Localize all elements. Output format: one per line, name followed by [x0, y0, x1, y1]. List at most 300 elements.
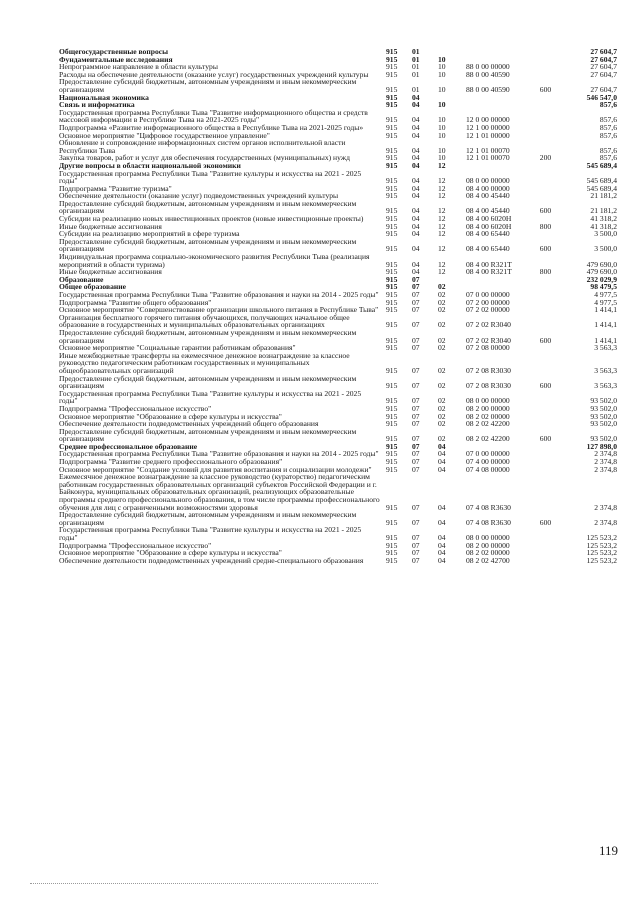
row-expense-type-code	[533, 94, 558, 102]
row-name: Основное мероприятие "Совершенствование организации школьного питания в Республике Тыва"	[59, 305, 379, 315]
row-amount: 1 414,1	[594, 305, 617, 315]
row-target-article-code: 08 4 00 R321Т	[466, 267, 512, 277]
row-name: Подпрограмма "Профессиональное искусство"	[59, 540, 212, 550]
row-ministry-code: 915	[386, 84, 398, 94]
row-subsection-code: 12	[438, 160, 446, 170]
row-subsection-code: 02	[438, 403, 446, 413]
row-target-article-code: 88 0 00 40590	[466, 69, 510, 79]
row-target-article-code: 08 4 00 6020Н	[466, 221, 512, 231]
row-section-code: 07	[412, 540, 420, 550]
row-target-article-code: 12 1 01 00070	[466, 153, 510, 163]
row-name: Основное мероприятие "Социальные гарантии работникам образования"	[59, 343, 296, 353]
row-ministry-code: 915	[386, 191, 398, 201]
row-amount: 545 689,4	[586, 176, 617, 186]
row-expense-type-code	[533, 170, 558, 185]
row-expense-type-code	[533, 253, 558, 268]
row-name: Связь и информатика	[59, 100, 135, 110]
row-subsection-code: 12	[438, 229, 446, 239]
table-row	[58, 473, 618, 511]
row-amount: 27 604,7	[590, 84, 617, 94]
row-target-article-code: 08 0 00 00000	[466, 533, 510, 542]
row-ministry-code: 915	[386, 449, 398, 459]
row-amount: 93 502,0	[590, 411, 617, 421]
row-section-code: 01	[412, 62, 420, 72]
row-expense-type-code: 600	[539, 381, 552, 391]
row-section-code: 04	[412, 130, 420, 140]
row-target-article-code: 88 0 00 40590	[466, 84, 510, 94]
row-name: Индивидуальная программа социально-экономического развития Республики Тыва (реализация мероприятий в области туризма)	[59, 252, 370, 269]
row-expense-type-code	[533, 71, 558, 79]
row-name: Государственная программа Республики Тыва "Развитие культуры и искусства на 2021 - 2025 годы"	[59, 388, 362, 406]
row-name: Подпрограмма "Профессиональное искусство"	[59, 403, 212, 413]
row-subsection-code: 04	[438, 517, 446, 527]
row-expense-type-code	[533, 344, 558, 352]
row-amount: 1 414,1	[594, 335, 617, 345]
row-section-code: 04	[412, 221, 420, 231]
row-amount: 545 689,4	[586, 183, 617, 193]
row-section-code: 07	[412, 282, 420, 292]
row-ministry-code: 915	[386, 335, 398, 345]
row-amount: 93 502,0	[590, 396, 617, 406]
row-expense-type-code	[533, 132, 558, 140]
row-section-code: 07	[412, 457, 420, 467]
row-expense-type-code: 600	[539, 517, 552, 527]
row-target-article-code: 07 2 08 00000	[466, 343, 510, 353]
row-name: Подпрограмма "Развитие среднего профессионального образования"	[59, 457, 283, 467]
row-amount: 93 502,0	[590, 403, 617, 413]
row-name: Общее образование	[59, 282, 127, 292]
row-amount: 27 604,7	[590, 54, 617, 64]
row-section-code: 04	[412, 176, 420, 186]
row-ministry-code: 915	[386, 259, 398, 269]
row-section-code: 07	[412, 320, 420, 330]
row-subsection-code: 02	[438, 282, 446, 292]
row-amount: 125 523,2	[586, 555, 617, 565]
row-name: Предоставление субсидий бюджетным, автономным учреждениям и иным некоммерческим организациям	[59, 426, 357, 444]
row-section-code: 01	[412, 84, 420, 94]
row-subsection-code: 10	[438, 153, 446, 163]
row-section-code: 07	[412, 381, 420, 391]
row-section-code: 07	[412, 502, 420, 512]
row-subsection-code: 04	[438, 555, 446, 565]
row-target-article-code: 07 4 08 R3630	[466, 502, 511, 512]
table-row	[58, 557, 618, 565]
row-ministry-code: 915	[386, 244, 398, 254]
row-ministry-code: 915	[386, 130, 398, 140]
row-ministry-code: 915	[386, 206, 398, 216]
row-amount: 857,6	[599, 153, 617, 163]
row-name: Государственная программа Республики Тыва "Развитие образования и науки на 2014 - 2025 годы"	[59, 449, 379, 459]
row-expense-type-code	[533, 549, 558, 557]
row-expense-type-code: 800	[539, 267, 552, 277]
row-target-article-code: 08 2 00 00000	[466, 540, 510, 550]
row-target-article-code: 12 1 00 00000	[466, 122, 510, 132]
row-subsection-code: 04	[438, 533, 446, 542]
row-section-code: 04	[412, 100, 420, 110]
row-expense-type-code	[533, 109, 558, 124]
row-amount: 1 414,1	[594, 320, 617, 330]
row-name: Подпрограмма "Развитие общего образования"	[59, 297, 212, 307]
row-ministry-code: 915	[386, 396, 398, 406]
row-amount: 545 689,4	[586, 160, 617, 170]
row-expense-type-code: 600	[539, 244, 552, 254]
footer-rule	[30, 883, 378, 884]
row-amount: 98 479,5	[590, 282, 617, 292]
row-section-code: 07	[412, 396, 420, 406]
row-name: Среднее профессиональное образование	[59, 441, 198, 451]
row-amount: 479 690,0	[586, 267, 617, 277]
row-subsection-code: 10	[438, 115, 446, 125]
row-subsection-code: 04	[438, 502, 446, 512]
budget-table	[58, 48, 618, 564]
row-section-code: 07	[412, 403, 420, 413]
row-amount: 857,6	[599, 145, 617, 155]
row-target-article-code: 07 2 00 00000	[466, 297, 510, 307]
row-ministry-code: 915	[386, 419, 398, 429]
row-name: Государственная программа Республики Тыва "Развитие образования и науки на 2014 - 2025 годы"	[59, 290, 379, 299]
row-section-code: 04	[412, 153, 420, 163]
row-section-code: 04	[412, 145, 420, 155]
row-ministry-code: 915	[386, 229, 398, 239]
row-expense-type-code	[533, 405, 558, 413]
row-ministry-code: 915	[386, 411, 398, 421]
row-subsection-code: 12	[438, 221, 446, 231]
row-name: Другие вопросы в области национальной экономики	[59, 160, 241, 170]
row-target-article-code: 07 2 02 00000	[466, 305, 510, 315]
row-subsection-code: 04	[438, 449, 446, 459]
row-target-article-code: 08 2 02 42200	[466, 419, 510, 429]
table-row	[58, 314, 618, 329]
row-target-article-code: 08 4 00 R321Т	[466, 259, 512, 269]
row-amount: 2 374,8	[594, 457, 617, 467]
row-section-code: 07	[412, 297, 420, 307]
row-amount: 41 318,2	[590, 221, 617, 231]
row-name: Государственная программа Республики Тыва "Развитие информационного общества и средств массовой информации в Республике Тыва на 2021-2025 годы"	[59, 107, 368, 125]
row-amount: 3 563,3	[594, 343, 617, 353]
row-section-code: 04	[412, 92, 420, 102]
row-expense-type-code	[533, 413, 558, 421]
row-ministry-code: 915	[386, 115, 398, 125]
row-expense-type-code	[533, 443, 558, 451]
table-row	[58, 375, 618, 390]
row-subsection-code: 02	[438, 381, 446, 391]
row-subsection-code: 02	[438, 434, 446, 444]
row-expense-type-code	[533, 306, 558, 314]
row-target-article-code	[465, 94, 533, 102]
row-name: Иные межбюджетные трансферты на ежемесячное денежное вознаграждение за классное руководство педагогическим работникам государственных и муниципальных общеобразовательных организаций	[59, 350, 350, 375]
row-name: Образование	[59, 274, 104, 284]
row-expense-type-code	[533, 557, 558, 565]
row-subsection-code: 12	[438, 206, 446, 216]
row-name: Предоставление субсидий бюджетным, автономным учреждениям и иным некоммерческим организациям	[59, 77, 357, 94]
row-expense-type-code	[533, 314, 558, 329]
row-section-code: 04	[412, 229, 420, 239]
row-expense-type-code	[533, 276, 558, 284]
row-target-article-code: 08 4 00 65440	[466, 229, 510, 239]
row-target-article-code: 07 4 00 00000	[466, 457, 510, 467]
row-amount: 4 977,5	[594, 297, 617, 307]
row-amount: 21 181,2	[590, 191, 617, 201]
row-subsection-code: 12	[438, 244, 446, 254]
row-target-article-code: 08 4 00 45440	[466, 191, 510, 201]
row-expense-type-code	[533, 101, 558, 109]
row-name: Обеспечение деятельности (оказание услуг) подведомственных учреждений культуры	[59, 191, 339, 201]
table-row	[58, 511, 618, 526]
row-ministry-code: 915	[386, 517, 398, 527]
row-amount: 546 547,0	[586, 92, 617, 102]
row-name: Предоставление субсидий бюджетным, автономным учреждениям и иным некоммерческим организациям	[59, 198, 357, 216]
row-target-article-code: 08 4 00 65440	[466, 244, 510, 254]
row-name: Организация бесплатного горячего питания обучающихся, получающих начальное общее образование в государственных и муниципальных образовательных организациях	[59, 312, 350, 330]
row-amount: 3 500,0	[594, 244, 617, 254]
row-amount: 93 502,0	[590, 434, 617, 444]
table-row	[58, 526, 618, 541]
row-subsection-code: 02	[438, 396, 446, 406]
row-expense-type-code	[533, 48, 558, 56]
row-name: Предоставление субсидий бюджетным, автономным учреждениям и иным некоммерческим организациям	[59, 373, 357, 391]
row-target-article-code: 08 2 02 00000	[466, 411, 510, 421]
budget-rows	[58, 48, 618, 564]
row-amount: 4 977,5	[594, 290, 617, 299]
row-subsection-code: 02	[438, 305, 446, 315]
row-ministry-code: 915	[386, 62, 398, 72]
row-subsection-code: 10	[438, 84, 446, 94]
table-row	[58, 200, 618, 215]
row-target-article-code	[465, 101, 533, 109]
row-target-article-code	[465, 162, 533, 170]
row-section-code: 07	[412, 548, 420, 558]
row-amount: 27 604,7	[590, 69, 617, 79]
row-expense-type-code	[533, 63, 558, 71]
row-ministry-code: 915	[386, 381, 398, 391]
row-subsection-code: 12	[438, 176, 446, 186]
row-subsection-code: 10	[438, 62, 446, 72]
row-name: Предоставление субсидий бюджетным, автономным учреждениям и иным некоммерческим организациям	[59, 327, 357, 345]
row-section-code: 07	[412, 517, 420, 527]
page-number: 119	[598, 843, 618, 858]
row-ministry-code: 915	[386, 282, 398, 292]
row-expense-type-code: 800	[539, 221, 552, 231]
row-target-article-code: 07 0 00 00000	[466, 290, 510, 299]
row-ministry-code: 915	[386, 100, 398, 110]
row-subsection-code: 10	[438, 130, 446, 140]
row-subsection-code: 10	[438, 69, 446, 79]
row-name: Подпрограмма "Развитие туризма"	[59, 183, 172, 193]
row-target-article-code: 12 1 01 00000	[466, 130, 510, 140]
row-section-code: 07	[412, 419, 420, 429]
row-ministry-code: 915	[386, 153, 398, 163]
row-section-code: 04	[412, 191, 420, 201]
row-section-code: 07	[412, 449, 420, 459]
row-ministry-code: 915	[386, 403, 398, 413]
row-expense-type-code	[533, 56, 558, 64]
row-amount: 479 690,0	[586, 259, 617, 269]
table-row	[58, 139, 618, 154]
row-subsection-code: 02	[438, 343, 446, 353]
row-target-article-code: 07 4 08 R3630	[466, 517, 511, 527]
row-ministry-code: 915	[386, 183, 398, 193]
row-expense-type-code	[533, 390, 558, 405]
table-row	[58, 78, 618, 93]
row-subsection-code: 10	[438, 122, 446, 132]
row-name: Закупка товаров, работ и услуг для обеспечения государственных (муниципальных) нужд	[59, 153, 350, 163]
row-ministry-code: 915	[386, 548, 398, 558]
row-expense-type-code: 600	[539, 206, 552, 216]
row-target-article-code: 07 2 02 R3040	[466, 335, 511, 345]
row-ministry-code: 915	[386, 434, 398, 444]
row-target-article-code: 07 2 08 R3030	[466, 365, 511, 375]
row-subsection-code: 12	[438, 183, 446, 193]
row-target-article-code: 08 4 00 6020Н	[466, 214, 512, 224]
row-subsection-code: 04	[438, 457, 446, 467]
table-row	[58, 253, 618, 268]
row-section-code: 01	[412, 47, 420, 56]
row-subsection-code: 02	[438, 320, 446, 330]
row-section-code: 07	[412, 335, 420, 345]
row-expense-type-code	[533, 458, 558, 466]
row-section-code: 04	[412, 206, 420, 216]
row-amount: 3 563,3	[594, 365, 617, 375]
row-subsection-code: 02	[438, 419, 446, 429]
row-amount: 125 523,2	[586, 548, 617, 558]
row-amount: 127 898,0	[586, 441, 617, 451]
row-subsection-code: 12	[438, 259, 446, 269]
table-row	[58, 238, 618, 253]
table-row	[58, 276, 618, 284]
row-amount: 93 502,0	[590, 419, 617, 429]
row-section-code: 04	[412, 122, 420, 132]
row-name: Подпрограмма «Развитие информационного общества в Республике Тыва на 2021-2025 годы»	[59, 122, 364, 132]
row-expense-type-code	[533, 526, 558, 541]
row-ministry-code: 915	[386, 160, 398, 170]
row-name: Обновление и сопровождение информационных систем органов исполнительной власти Республики Тыва	[59, 138, 346, 155]
row-name: Обеспечение деятельности подведомственных учреждений общего образования	[59, 419, 319, 429]
row-ministry-code: 915	[386, 267, 398, 277]
row-section-code: 01	[412, 69, 420, 79]
row-section-code: 07	[412, 555, 420, 565]
row-target-article-code: 08 4 00 00000	[466, 183, 510, 193]
row-name: Основное мероприятие "Цифровое государственное управление"	[59, 130, 270, 140]
row-target-article-code: 08 2 02 00000	[466, 548, 510, 558]
row-expense-type-code	[533, 185, 558, 193]
row-subsection-code: 04	[438, 540, 446, 550]
row-target-article-code: 08 2 00 00000	[466, 403, 510, 413]
row-expense-type-code	[533, 420, 558, 428]
row-name: Субсидии на реализацию новых инвестиционных проектов (новые инвестиционные проекты)	[59, 214, 364, 224]
row-expense-type-code: 200	[539, 153, 552, 163]
table-row	[58, 94, 618, 102]
row-name: Ежемесячное денежное вознаграждение за классное руководство (кураторство) педагогическим работникам государственных образовательных организаций субъектов Российской Федерации и г. Байконура, муниципальных образовательных организаций, реализующих образовательные программы среднего профессионального образования, в том числе программы профессионального обучения для лиц с ограниченными возможностями здоровья	[59, 472, 380, 512]
table-row	[58, 268, 618, 276]
row-target-article-code: 08 0 00 00000	[466, 396, 510, 406]
row-name: Основное мероприятие "Образование в сфере культуры и искусства"	[59, 548, 282, 558]
row-section-code: 04	[412, 160, 420, 170]
row-ministry-code: 915	[386, 441, 398, 451]
row-amount: 41 318,2	[590, 214, 617, 224]
table-row	[58, 109, 618, 124]
row-amount: 232 029,9	[586, 274, 617, 284]
row-ministry-code: 915	[386, 92, 398, 102]
row-expense-type-code: 600	[539, 434, 552, 444]
row-section-code: 07	[412, 305, 420, 315]
row-name: Государственная программа Республики Тыва "Развитие культуры и искусства на 2021 - 2025 годы"	[59, 525, 362, 542]
row-ministry-code: 915	[386, 365, 398, 375]
row-subsection-code: 12	[438, 191, 446, 201]
row-ministry-code: 915	[386, 343, 398, 353]
row-name: Предоставление субсидий бюджетным, автономным учреждениям и иным некоммерческим организациям	[59, 236, 357, 254]
row-ministry-code: 915	[386, 320, 398, 330]
row-expense-type-code	[533, 124, 558, 132]
row-section-code: 04	[412, 214, 420, 224]
row-name: Непрограммное направление в области культуры	[59, 62, 218, 72]
row-section-code: 04	[412, 183, 420, 193]
row-name: Иные бюджетные ассигнования	[59, 221, 162, 231]
row-ministry-code: 915	[386, 464, 398, 474]
row-target-article-code: 08 4 00 45440	[466, 206, 510, 216]
row-section-code: 07	[412, 533, 420, 542]
row-amount: 2 374,8	[594, 449, 617, 459]
row-expense-type-code	[533, 283, 558, 291]
row-expense-type-code	[533, 291, 558, 299]
row-subsection-code: 02	[438, 411, 446, 421]
row-ministry-code: 915	[386, 176, 398, 186]
row-section-code: 04	[412, 267, 420, 277]
row-name: Иные бюджетные ассигнования	[59, 267, 162, 277]
row-expense-type-code	[533, 352, 558, 375]
row-subsection-code: 10	[438, 54, 446, 64]
row-amount: 857,6	[599, 130, 617, 140]
row-expense-type-code	[533, 139, 558, 154]
row-section-code: 04	[412, 244, 420, 254]
table-row	[58, 329, 618, 344]
row-ministry-code: 915	[386, 214, 398, 224]
table-row	[58, 170, 618, 185]
row-target-article-code: 07 2 08 R3030	[466, 381, 511, 391]
row-section-code: 04	[412, 115, 420, 125]
row-amount: 2 374,8	[594, 517, 617, 527]
row-section-code: 07	[412, 434, 420, 444]
row-ministry-code: 915	[386, 221, 398, 231]
row-ministry-code: 915	[386, 145, 398, 155]
row-expense-type-code	[533, 192, 558, 200]
row-ministry-code: 915	[386, 540, 398, 550]
row-section-code: 01	[412, 54, 420, 64]
row-subsection-code: 04	[438, 548, 446, 558]
row-name: Национальная экономика	[59, 92, 149, 102]
row-target-article-code: 08 2 02 42200	[466, 434, 510, 444]
row-target-article-code: 07 0 00 00000	[466, 449, 510, 459]
row-expense-type-code	[533, 466, 558, 474]
row-expense-type-code	[533, 230, 558, 238]
row-ministry-code: 915	[386, 54, 398, 64]
row-target-article-code	[465, 276, 533, 284]
row-ministry-code: 915	[386, 533, 398, 542]
table-row	[58, 352, 618, 375]
row-name: Фундаментальные исследования	[59, 54, 173, 64]
row-section-code: 07	[412, 464, 420, 474]
row-amount: 857,6	[599, 100, 617, 110]
row-subsection-code: 04	[438, 441, 446, 451]
row-target-article-code: 12 1 01 00070	[466, 145, 510, 155]
row-subsection-code: 02	[438, 335, 446, 345]
row-name: Государственная программа Республики Тыва "Развитие культуры и искусства на 2021 - 2025 годы"	[59, 168, 362, 186]
row-amount: 125 523,2	[586, 540, 617, 550]
row-name: Субсидии на реализацию мероприятий в сфере туризма	[59, 229, 240, 239]
row-section-code: 04	[412, 259, 420, 269]
row-target-article-code: 07 2 02 R3040	[466, 320, 511, 330]
row-name: Общегосударственные вопросы	[59, 47, 169, 56]
row-ministry-code: 915	[386, 290, 398, 299]
